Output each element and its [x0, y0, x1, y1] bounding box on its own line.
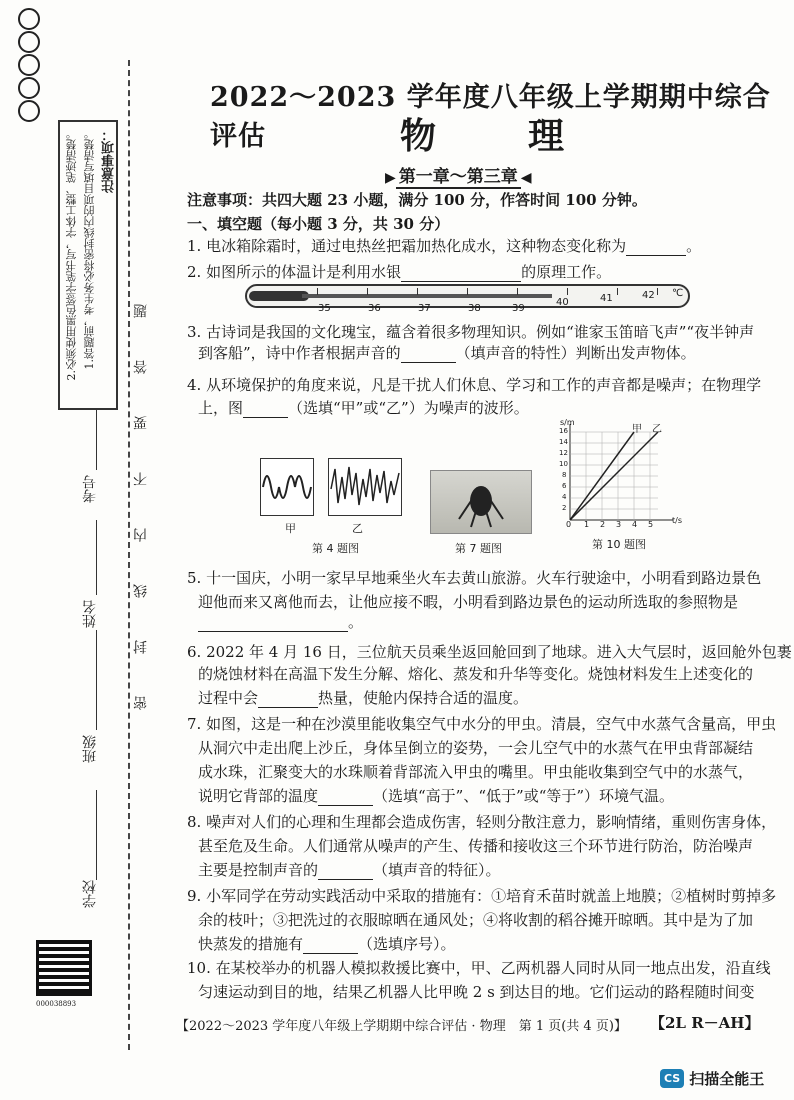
question-9b: 余的枝叶；③把洗过的衣服晾晒在通风处；④将收割的稻谷摊开晾晒。其中是为了加: [198, 911, 754, 929]
fig10-ytick-6: 6: [562, 482, 567, 490]
section-title: 一、填空题（每小题 3 分，共 30 分）: [187, 215, 450, 233]
notice-line-1: 1.答题前，考生务必将密封线内的项目填写清楚。: [83, 128, 96, 370]
q7-blank[interactable]: [318, 805, 373, 806]
fig4-caption: 第 4 题图: [312, 542, 359, 555]
fig10-ytick-14: 14: [559, 438, 568, 446]
triangle-left-icon: ◀: [520, 170, 532, 186]
q2-text-a: 2. 如图所示的体温计是利用水银: [187, 263, 402, 281]
seal-line: [128, 60, 130, 1050]
fig10-xtick-0: 0: [566, 520, 572, 529]
fig10-ylabel: s/m: [560, 418, 575, 427]
exam-code: 【2L R－AH】: [650, 1014, 760, 1032]
school-line: [96, 790, 97, 880]
question-8c: [198, 860, 501, 880]
binding-strip: [0, 0, 150, 1100]
q8-text-d: （填声音的特征）。: [373, 861, 501, 879]
fig10-label-yi: 乙: [652, 424, 662, 435]
thermo-label-42: 42: [642, 290, 655, 301]
question-3b: [198, 343, 696, 363]
field-class: 班级: [82, 735, 98, 763]
question-5a: 5. 十一国庆，小明一家早早地乘坐火车去黄山旅游。火车行驶途中，小明看到路边景色: [187, 569, 762, 587]
thermo-label-39: 39: [512, 303, 525, 314]
q7-text-d: 说明它背部的温度: [198, 787, 319, 805]
thermometer-bulb: [249, 291, 309, 301]
figure-7-beetle-photo: [430, 470, 532, 534]
fig10-ytick-2: 2: [562, 504, 567, 512]
question-4a: 4. 从环境保护的角度来说，凡是干扰人们休息、学习和工作的声音都是噪声；在物理学: [187, 376, 762, 394]
subject-title: 物 理: [400, 115, 593, 157]
question-9a: 9. 小军同学在劳动实践活动中采取的措施有：①培育禾苗时就盖上地膜；②植树时剪掉多: [187, 887, 777, 905]
q5-blank[interactable]: [198, 631, 348, 632]
fig4-label-yi: 乙: [352, 522, 363, 535]
thermo-label-40: 40: [556, 297, 569, 308]
q4-blank[interactable]: [243, 417, 288, 418]
thermo-label-35: 35: [318, 303, 331, 314]
q3-blank[interactable]: [401, 362, 456, 363]
q6-text-c: 过程中会: [198, 689, 259, 707]
question-9c: [198, 934, 456, 954]
mercury-column: [302, 294, 552, 298]
scanner-label: 扫描全能王: [689, 1070, 765, 1088]
fig10-ytick-10: 10: [559, 460, 568, 468]
chapter-range: [385, 162, 532, 187]
chapter-range-text: 第一章～第三章: [396, 167, 521, 189]
wave-jia: [260, 458, 314, 516]
scanner-watermark: [660, 1068, 764, 1089]
fig10-ytick-16: 16: [559, 427, 568, 435]
fig10-xtick-4: 4: [632, 520, 638, 529]
question-4b: [198, 398, 529, 418]
question-2: [187, 262, 611, 282]
q2-text-b: 的原理工作。: [521, 263, 612, 281]
question-1: 1. 电冰箱除霜时，通过电热丝把霜加热化成水，这种物态变化称为 。: [187, 237, 702, 255]
thermo-label-41: 41: [600, 293, 613, 304]
fig10-ytick-4: 4: [562, 493, 567, 501]
question-10a: 10. 在某校举办的机器人模拟救援比赛中，甲、乙两机器人同时从同一地点出发，沿直线: [187, 959, 771, 977]
fig10-xlabel: t/s: [672, 516, 682, 525]
question-7a: 7. 如图，这是一种在沙漠里能收集空气中水分的甲虫。清晨，空气中水蒸气含量高，甲虫: [187, 715, 777, 733]
q6-text-d: 热量，使舱内保持合适的温度。: [318, 689, 529, 707]
q9-blank[interactable]: [303, 953, 358, 954]
notice-title: 注意事项：: [102, 128, 117, 193]
thermo-label-37: 37: [418, 303, 431, 314]
figure-4: [260, 458, 400, 520]
question-8a: 8. 噪声对人们的心理和生理都会造成伤害，轻则分散注意力，影响情绪，重则伤害身体，: [187, 813, 777, 831]
thermo-unit: ℃: [672, 288, 684, 299]
fig10-xtick-1: 1: [584, 520, 590, 529]
q2-blank[interactable]: [401, 281, 521, 282]
q4-text-c: （选填“甲”或“乙”）为噪声的波形。: [288, 399, 529, 417]
notice-line-2: 2.必须使用黑色签字笔书写，字体工整、笔迹清楚。: [65, 128, 78, 381]
instructions: 注意事项：共四大题 23 小题，满分 100 分，作答时间 100 分钟。: [187, 191, 647, 209]
exam-title: 2022～2023 学年度八年级上学期期中综合评估: [210, 82, 771, 152]
class-line: [96, 630, 97, 730]
thermo-label-38: 38: [468, 303, 481, 314]
q8-text-c: 主要是控制声音的: [198, 861, 319, 879]
q9-text-d: （选填序号）。: [358, 935, 456, 953]
figure-10-graph: [558, 420, 678, 530]
question-6c: [198, 688, 528, 708]
fig10-ytick-8: 8: [562, 471, 567, 479]
question-8b: 甚至危及生命。人们通常从噪声的产生、传播和接收这三个环节进行防治，防治噪声: [198, 837, 754, 855]
q8-blank[interactable]: [318, 879, 373, 880]
page-footer: 【2022～2023 学年度八年级上学期期中综合评估 · 物理 第 1 页(共 4 页)】: [176, 1019, 627, 1034]
q1-blank[interactable]: [626, 255, 686, 256]
fig4-label-jia: 甲: [285, 522, 296, 535]
wave-yi: [328, 458, 402, 516]
field-number: 考号: [82, 475, 98, 503]
triangle-right-icon: ▶: [385, 170, 396, 186]
fig10-xtick-2: 2: [600, 520, 606, 529]
binding-holes: [18, 8, 44, 123]
thermo-label-36: 36: [368, 303, 381, 314]
fig10-ytick-12: 12: [559, 449, 568, 457]
question-3a: 3. 古诗词是我国的文化瑰宝，蕴含着很多物理知识。例如“谁家玉笛暗飞声”“夜半钟声: [187, 323, 755, 341]
qr-number: 000038893: [36, 1000, 77, 1008]
fig10-xtick-3: 3: [616, 520, 622, 529]
camscanner-icon: CS: [660, 1069, 684, 1088]
qr-code: [36, 940, 92, 996]
field-school: 学校: [82, 880, 98, 908]
question-5-blank-line: 。: [198, 612, 363, 632]
fig10-caption: 第 10 题图: [592, 538, 646, 551]
q9-text-c: 快蒸发的措施有: [198, 935, 304, 953]
q1-text: 1. 电冰箱除霜时，通过电热丝把霜加热化成水，这种物态变化称为: [187, 237, 627, 255]
fig10-label-jia: 甲: [632, 424, 642, 435]
field-name: 姓名: [82, 600, 98, 628]
name-line: [96, 520, 97, 595]
question-6a: 6. 2022 年 4 月 16 日，三位航天员乘坐返回舱回到了地球。进入大气层时，返回舱外包裹: [187, 643, 792, 661]
fig10-xtick-5: 5: [648, 520, 654, 529]
question-7b: 从洞穴中走出爬上沙丘，身体呈倒立的姿势，一会儿空气中的水蒸气在甲虫背部凝结: [198, 739, 754, 757]
q3-text-c: （填声音的特性）判断出发声物体。: [455, 344, 696, 362]
q6-blank[interactable]: [258, 707, 318, 708]
question-7c: 成水珠，汇聚变大的水珠顺着背部流入甲虫的嘴里。甲虫能收集到空气中的水蒸气，: [198, 763, 754, 781]
question-7d: [198, 786, 674, 806]
notice-box: [58, 120, 118, 410]
q4-text-b: 上，图: [198, 399, 244, 417]
q7-text-e: （选填“高于”、“低于”或“等于”）环境气温。: [373, 787, 675, 805]
q3-text-b: 到客船”，诗中作者根据声音的: [198, 344, 401, 362]
question-5b: 迎他而来又离他而去，让他应接不暇，小明看到路边景色的运动所选取的参照物是: [198, 593, 739, 611]
number-line: [96, 410, 97, 470]
seal-text: 密 封 线 内 不 要 答 题: [133, 290, 149, 710]
question-6b: 的烧蚀材料在高温下发生分解、熔化、蒸发和升华等变化。烧蚀材料发生上述变化的: [198, 665, 754, 683]
fig7-caption: 第 7 题图: [455, 542, 502, 555]
question-10b: 匀速运动到目的地，结果乙机器人比甲晚 2 s 到达目的地。它们运动的路程随时间变: [198, 983, 755, 1001]
